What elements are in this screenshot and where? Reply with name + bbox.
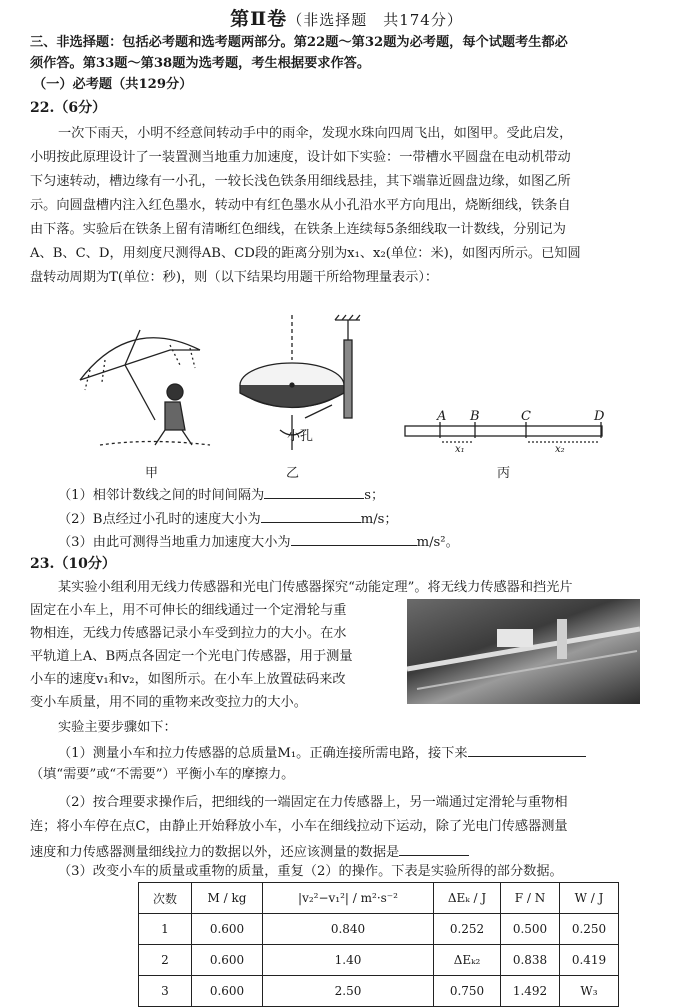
q22-sub-1-unit: s； — [364, 488, 385, 503]
q23-heading: 23.（10分） — [30, 556, 116, 572]
q22-answer-1[interactable] — [264, 484, 364, 499]
table-cell: 0.252 — [434, 914, 501, 945]
q22-sub-2-unit: m/s； — [360, 512, 398, 527]
col-header-delta-ek: ΔEₖ / J — [434, 883, 501, 914]
required-heading: （一）必考题（共129分） — [33, 77, 193, 92]
q22-para-2: 小明按此原理设计了一装置测当地重力加速度，设计如下实验：一带槽水平圆盘在电动机带动 — [30, 150, 571, 165]
iron-strip-figure — [405, 422, 602, 442]
point-c-label: C — [521, 409, 531, 424]
data-table — [138, 882, 619, 1007]
point-b-label: B — [470, 409, 480, 424]
q23-step-1-text: （1）测量小车和拉力传感器的总质量M₁。正确连接所需电路，接下来 — [58, 746, 468, 761]
q23-para-4: 平轨道上A、B两点各固定一个光电门传感器，用于测量 — [30, 649, 353, 664]
table-row — [139, 976, 619, 1007]
q23-steps-heading: 实验主要步骤如下： — [58, 720, 177, 735]
q22-para-6: A、B、C、D，用刻度尺测得AB、CD段的距离分别为x₁、x₂(单位：米)，如图丙所示。已知圆 — [30, 246, 581, 261]
table-header-row — [139, 883, 619, 914]
table-cell: 0.419 — [560, 945, 619, 976]
col-header-mass: M / kg — [192, 883, 263, 914]
section-title-main: 第Ⅱ卷 — [230, 8, 288, 30]
intro-line-2: 须作答。第33题～第38题为选考题，考生根据要求作答。 — [30, 56, 371, 71]
table-row — [139, 945, 619, 976]
col-header-trial: 次数 — [139, 883, 192, 914]
q23-para-6: 变小车质量，用不同的重物来改变拉力的大小。 — [30, 695, 307, 710]
table-cell: 0.840 — [263, 914, 434, 945]
figure-yi-caption: 乙 — [286, 466, 300, 481]
q23-para-2: 固定在小车上，用不可伸长的细线通过一个定滑轮与重 — [30, 603, 347, 618]
q23-para-3: 物相连，无线力传感器记录小车受到拉力的大小。在水 — [30, 626, 347, 641]
point-d-label: D — [594, 409, 605, 424]
section-title-sub: （非选择题 共174分） — [287, 11, 463, 29]
table-cell: 0.500 — [501, 914, 560, 945]
table-cell: 0.750 — [434, 976, 501, 1007]
table-cell: 1.40 — [263, 945, 434, 976]
table-cell: 0.838 — [501, 945, 560, 976]
q22-sub-2-text: （2）B点经过小孔时的速度大小为 — [58, 512, 261, 527]
q22-sub-1-text: （1）相邻计数线之间的时间间隔为 — [58, 488, 265, 503]
q22-figures — [70, 310, 630, 455]
table-cell: W₃ — [560, 976, 619, 1007]
section-title — [0, 4, 693, 31]
table-cell: 0.600 — [192, 945, 263, 976]
q22-para-3: 下匀速转动，槽边缘有一小孔，一较长浅色铁条用细线悬挂，其下端靠近圆盘边缘，如图乙所 — [30, 174, 571, 189]
q23-step-1 — [30, 742, 693, 764]
intro-line-1: 三、非选择题：包括必考题和选考题两部分。第22题～第32题为必考题，每个试题考生都必 — [30, 35, 568, 50]
col-header-work: W / J — [560, 883, 619, 914]
table-cell: 1 — [139, 914, 192, 945]
q22-sub-3-unit: m/s²。 — [416, 535, 459, 550]
q23-step-2a: （2）按合理要求操作后，把细线的一端固定在力传感器上，另一端通过定滑轮与重物相 — [58, 795, 568, 810]
q22-sub-2 — [30, 508, 693, 530]
table-cell: ΔEₖ₂ — [434, 945, 501, 976]
q23-step-2c — [30, 841, 666, 863]
table-cell: 0.600 — [192, 976, 263, 1007]
q23-answer-2[interactable] — [399, 841, 469, 856]
q22-sub-3 — [30, 531, 693, 553]
q22-sub-1 — [30, 484, 693, 506]
x1-label: x₁ — [455, 444, 465, 455]
q22-sub-3-text: （3）由此可测得当地重力加速度大小为 — [58, 535, 291, 550]
table-cell: 0.600 — [192, 914, 263, 945]
table-cell: 3 — [139, 976, 192, 1007]
q22-para-7: 盘转动周期为T(单位：秒)，则（以下结果均用题干所给物理量表示）： — [30, 270, 439, 285]
figure-bing-caption: 丙 — [497, 466, 511, 481]
umbrella-figure — [80, 330, 210, 445]
q23-para-1: 某实验小组利用无线力传感器和光电门传感器探究“动能定理”。将无线力传感器和挡光片 — [58, 580, 573, 595]
q23-step-1b: （填“需要”或“不需要”）平衡小车的摩擦力。 — [30, 767, 295, 782]
q23-answer-1[interactable] — [468, 742, 586, 757]
q22-para-4: 示。向圆盘槽内注入红色墨水，转动中有红色墨水从小孔沿水平方向甩出，烧断细线，铁条自 — [30, 198, 571, 213]
q22-para-1: 一次下雨天，小明不经意间转动手中的雨伞，发现水珠向四周飞出，如图甲。受此启发， — [58, 126, 573, 141]
point-a-label: A — [437, 409, 447, 424]
col-header-force: F / N — [501, 883, 560, 914]
q23-step-2c-text: 速度和力传感器测量细线拉力的数据以外，还应该测量的数据是 — [30, 845, 400, 860]
q22-answer-2[interactable] — [261, 508, 361, 523]
track-sketch — [407, 599, 640, 704]
table-cell: 2 — [139, 945, 192, 976]
table-row — [139, 914, 619, 945]
experiment-photo — [407, 599, 640, 704]
q22-answer-3[interactable] — [291, 531, 417, 546]
figure-jia-caption: 甲 — [145, 466, 159, 481]
q23-step-3: （3）改变小车的质量或重物的质量，重复（2）的操作。下表是实验所得的部分数据。 — [58, 864, 563, 879]
x2-label: x₂ — [555, 444, 565, 455]
table-cell: 0.250 — [560, 914, 619, 945]
q22-para-5: 由下落。实验后在铁条上留有清晰红色细线，在铁条上连续每5条细线取一计数线，分别记为 — [30, 222, 566, 237]
col-header-velocity-diff: |v₂²−v₁²| / m²·s⁻² — [263, 883, 434, 914]
q23-step-2b: 连；将小车停在点C，由静止开始释放小车，小车在细线拉动下运动，除了光电门传感器测量 — [30, 819, 568, 834]
q23-para-5: 小车的速度v₁和v₂，如图所示。在小车上放置砝码来改 — [30, 672, 346, 687]
table-cell: 1.492 — [501, 976, 560, 1007]
q22-heading: 22.（6分） — [30, 100, 107, 116]
table-cell: 2.50 — [263, 976, 434, 1007]
hole-label: 小孔 — [287, 429, 314, 444]
